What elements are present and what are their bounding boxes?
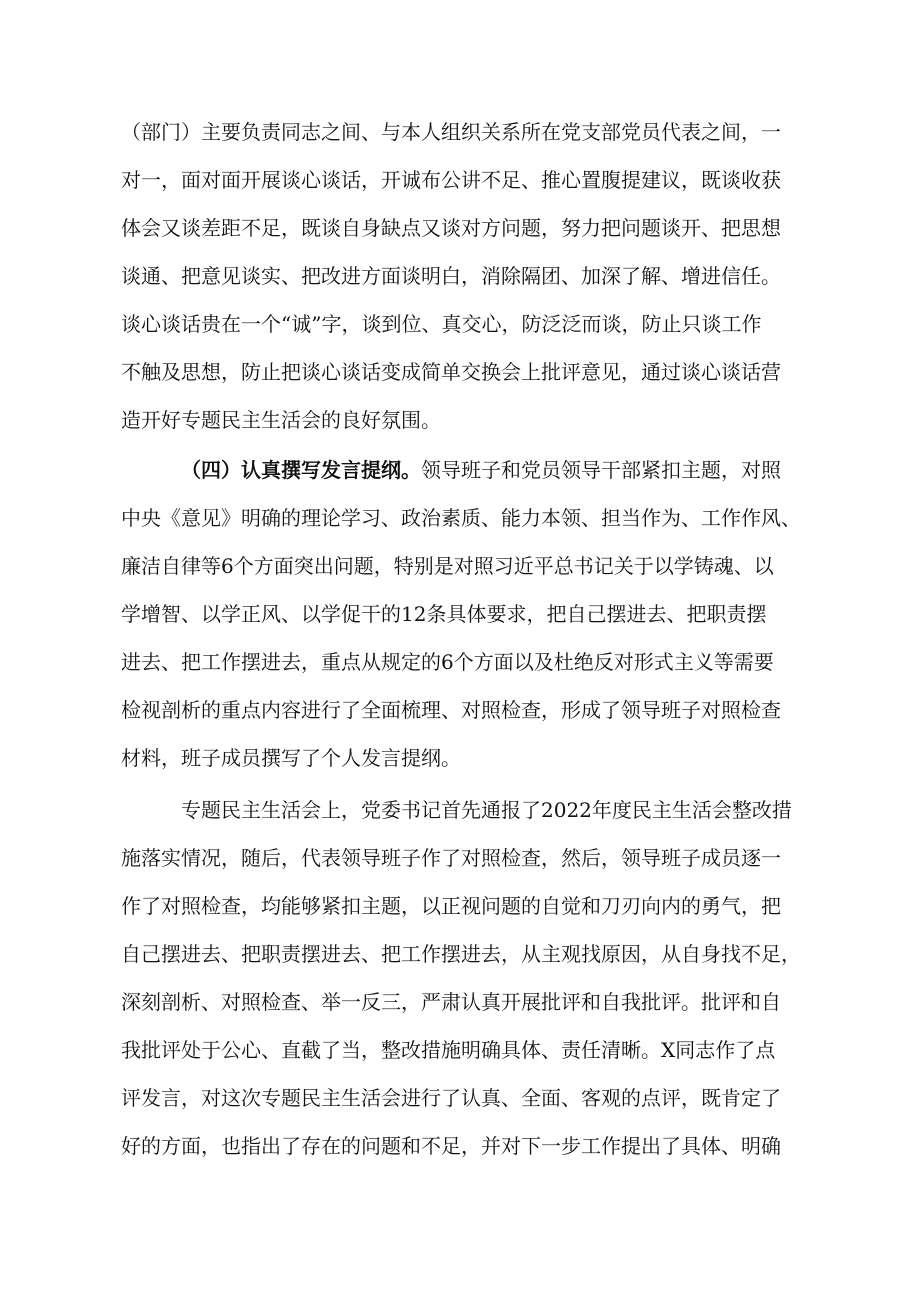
paragraph-1-line-1: （部门）主要负责同志之间、与本人组织关系所在党支部党员代表之间，一: [121, 120, 781, 144]
paragraph-3-line-2: 施落实情况，随后，代表领导班子作了对照检查，然后，领导班子成员逐一: [121, 846, 781, 870]
paragraph-2-line-2: 中央《意见》明确的理论学习、政治素质、能力本领、担当作为、工作作风、: [121, 506, 801, 530]
paragraph-3-line-1: 专题民主生活会上，党委书记首先通报了2022年度民主生活会整改措: [181, 798, 792, 822]
paragraph-2-line-3: 廉洁自律等6个方面突出问题，特别是对照习近平总书记关于以学铸魂、以: [121, 554, 774, 578]
paragraph-3-line-7: 评发言，对这次专题民主生活会进行了认真、全面、客观的点评，既肯定了: [121, 1086, 781, 1110]
paragraph-1-line-6: 不触及思想，防止把谈心谈话变成简单交换会上批评意见，通过谈心谈话营: [121, 360, 781, 384]
paragraph-2-first-line-text: 领导班子和党员领导干部紧扣主题，对照: [421, 458, 781, 482]
paragraph-3-line-3: 作了对照检查，均能够紧扣主题，以正视问题的自觉和刀刃向内的勇气，把: [121, 894, 781, 918]
section-heading: （四）认真撰写发言提纲。: [181, 458, 421, 482]
paragraph-3-line-8: 好的方面，也指出了存在的问题和不足，并对下一步工作提出了具体、明确: [121, 1134, 781, 1158]
document-body: [121, 0, 801, 1301]
paragraph-1-line-3: 体会又谈差距不足，既谈自身缺点又谈对方问题，努力把问题谈开、把思想: [121, 216, 781, 240]
paragraph-3-line-5: 深刻剖析、对照检查、举一反三，严肃认真开展批评和自我批评。批评和自: [121, 990, 781, 1014]
paragraph-1-line-2: 对一，面对面开展谈心谈话，开诚布公讲不足、推心置腹提建议，既谈收获: [121, 168, 781, 192]
paragraph-2-line-1: [181, 456, 781, 484]
paragraph-2-line-4: 学增智、以学正风、以学促干的12条具体要求，把自己摆进去、把职责摆: [121, 602, 767, 626]
paragraph-2-line-6: 检视剖析的重点内容进行了全面梳理、对照检查，形成了领导班子对照检查: [121, 698, 781, 722]
paragraph-2-line-5: 进去、把工作摆进去，重点从规定的6个方面以及杜绝反对形式主义等需要: [121, 650, 774, 674]
paragraph-1-line-7: 造开好专题民主生活会的良好氛围。: [121, 408, 441, 432]
paragraph-1-line-4: 谈通、把意见谈实、把改进方面谈明白，消除隔团、加深了解、增进信任。: [121, 264, 781, 288]
paragraph-3-line-4: 自己摆进去、把职责摆进去、把工作摆进去，从主观找原因，从自身找不足，: [121, 942, 801, 966]
paragraph-1-line-5: 谈心谈话贵在一个“诚”字，谈到位、真交心，防泛泛而谈，防止只谈工作: [121, 312, 762, 336]
paragraph-3-line-6: 我批评处于公心、直截了当，整改措施明确具体、责任清晰。X同志作了点: [121, 1038, 776, 1062]
paragraph-2-line-7: 材料，班子成员撰写了个人发言提纲。: [121, 746, 461, 770]
